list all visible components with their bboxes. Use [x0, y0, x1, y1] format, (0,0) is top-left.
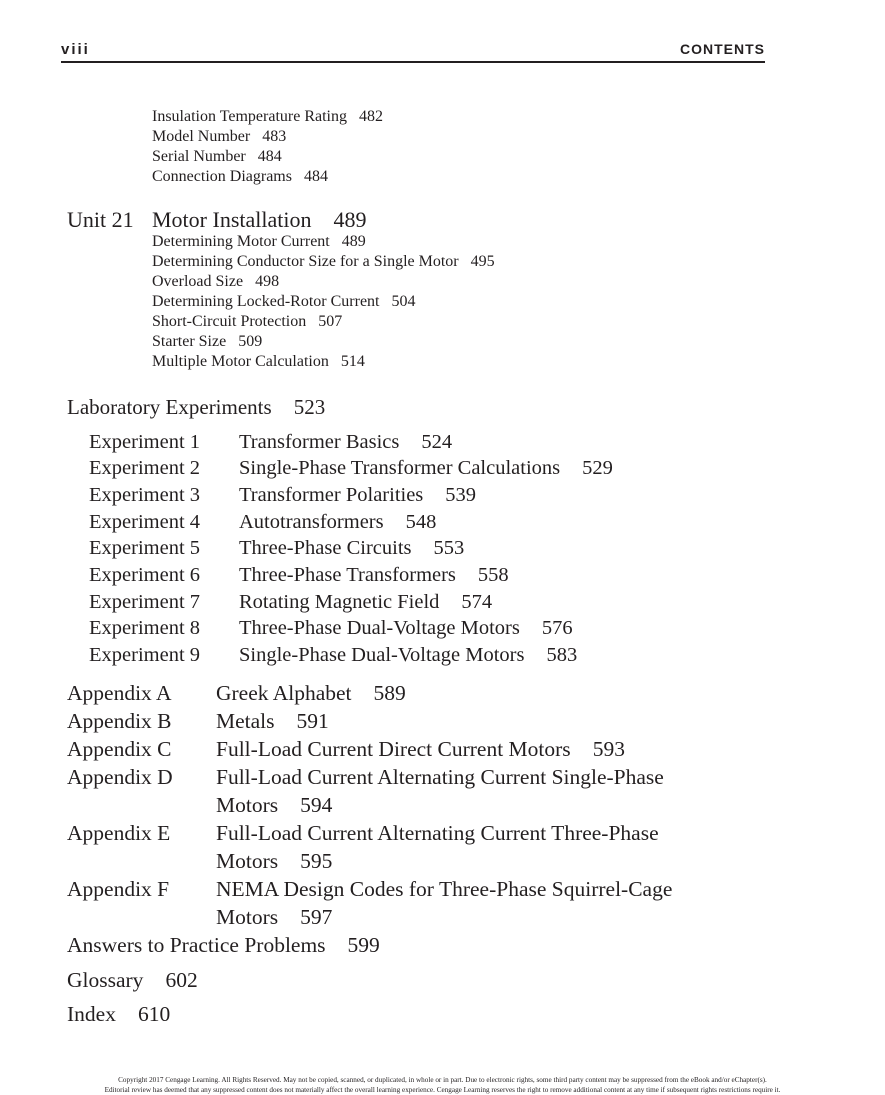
back-matter-page: 602: [165, 968, 198, 992]
experiment-page: 583: [546, 644, 578, 666]
back-matter-title: Index: [67, 1002, 116, 1026]
appendix-title-line2: Motors: [216, 905, 279, 929]
appendix-title-line2: Motors: [216, 793, 279, 817]
appendix-entry[interactable]: [216, 709, 329, 734]
appendix-page: 597: [300, 905, 333, 929]
toc-entry-page: 514: [340, 353, 365, 370]
toc-entry-title: Multiple Motor Calculation: [152, 353, 329, 370]
appendix-title: Greek Alphabet: [216, 681, 352, 705]
toc-entry-title: Connection Diagrams: [152, 168, 292, 185]
appendix-label: Appendix B: [67, 709, 172, 733]
appendix-page: 591: [296, 709, 329, 733]
appendix-title: Metals: [216, 709, 275, 733]
lab-title: Laboratory Experiments: [67, 395, 272, 419]
experiment-title: Three-Phase Transformers: [239, 564, 456, 586]
unit-heading[interactable]: [152, 207, 366, 233]
experiment-page: 529: [582, 457, 613, 479]
experiment-entry[interactable]: [239, 457, 613, 480]
toc-entry[interactable]: [152, 127, 286, 147]
appendix-entry[interactable]: [216, 905, 332, 930]
experiment-label: Experiment 2: [89, 457, 201, 479]
experiment-title: Single-Phase Transformer Calculations: [239, 457, 561, 479]
toc-entry-title: Determining Locked-Rotor Current: [152, 293, 380, 310]
toc-entry[interactable]: [152, 332, 262, 352]
experiment-page: 558: [477, 564, 509, 586]
appendix-page: 595: [300, 849, 333, 873]
appendix-page: 594: [300, 793, 333, 817]
experiment-page: 524: [421, 431, 453, 453]
experiment-page: 574: [461, 591, 493, 613]
appendix-page: 589: [373, 681, 406, 705]
appendix-title-line1[interactable]: Full-Load Current Alternating Current Single-Phase: [216, 765, 664, 789]
experiment-entry[interactable]: [239, 591, 492, 614]
experiment-label: Experiment 6: [89, 564, 201, 586]
back-matter-page: 599: [347, 933, 380, 957]
experiment-label: Experiment 9: [89, 644, 201, 666]
appendix-title-line1[interactable]: Full-Load Current Alternating Current Three-Phase: [216, 821, 659, 845]
back-matter-entry[interactable]: [67, 1002, 170, 1027]
lab-page: 523: [293, 395, 326, 419]
appendix-label: Appendix F: [67, 877, 170, 901]
experiment-title: Autotransformers: [239, 511, 384, 533]
back-matter-page: 610: [137, 1002, 171, 1026]
experiment-title: Rotating Magnetic Field: [239, 591, 440, 613]
copyright-line-2: Editorial review has deemed that any suppressed content does not materially affect the overall learning experience. Cengage Learning reserves the right to remove additional content at any time if subsequent rights restrictions require it.: [104, 1085, 781, 1094]
toc-entry[interactable]: [152, 352, 365, 372]
experiment-title: Three-Phase Circuits: [239, 537, 412, 559]
toc-entry[interactable]: [152, 272, 279, 292]
toc-entry[interactable]: [152, 292, 416, 312]
experiment-label: Experiment 8: [89, 617, 201, 639]
appendix-entry[interactable]: [216, 681, 406, 706]
appendix-label: Appendix A: [67, 681, 172, 705]
experiment-title: Three-Phase Dual-Voltage Motors: [239, 617, 520, 639]
toc-entry-page: 484: [303, 168, 328, 185]
toc-entry-title: Overload Size: [152, 273, 244, 290]
toc-entry[interactable]: [152, 167, 328, 187]
toc-entry-page: 484: [257, 148, 282, 165]
toc-entry-page: 489: [341, 233, 366, 250]
unit-page: 489: [333, 207, 367, 232]
experiment-entry[interactable]: [239, 431, 452, 454]
experiment-title: Transformer Polarities: [239, 484, 424, 506]
toc-entry-page: 495: [470, 253, 495, 270]
toc-entry-page: 504: [391, 293, 416, 310]
copyright-footer: [0, 1076, 885, 1095]
toc-entry-title: Model Number: [152, 128, 251, 145]
unit-title: Motor Installation: [152, 207, 312, 232]
page-numeral: viii: [61, 41, 90, 58]
experiment-title: Transformer Basics: [239, 431, 400, 453]
experiment-page: 576: [541, 617, 573, 639]
lab-heading[interactable]: [67, 395, 325, 420]
experiment-entry[interactable]: [239, 644, 577, 667]
experiment-entry[interactable]: [239, 537, 464, 560]
appendix-entry[interactable]: [216, 737, 625, 762]
experiment-entry[interactable]: [239, 484, 476, 507]
back-matter-title: Glossary: [67, 968, 144, 992]
back-matter-title: Answers to Practice Problems: [67, 933, 326, 957]
experiment-entry[interactable]: [239, 617, 573, 640]
toc-entry-title: Determining Conductor Size for a Single Motor: [152, 253, 459, 270]
toc-entry-title: Short-Circuit Protection: [152, 313, 307, 330]
appendix-page: 593: [592, 737, 625, 761]
toc-entry[interactable]: [152, 252, 495, 272]
toc-entry[interactable]: [152, 312, 342, 332]
appendix-label: Appendix D: [67, 765, 173, 789]
experiment-title: Single-Phase Dual-Voltage Motors: [239, 644, 525, 666]
toc-entry-title: Insulation Temperature Rating: [152, 108, 347, 125]
toc-entry-page: 507: [318, 313, 343, 330]
back-matter-entry[interactable]: [67, 933, 380, 958]
experiment-entry[interactable]: [239, 511, 436, 534]
toc-entry-title: Determining Motor Current: [152, 233, 330, 250]
back-matter-entry[interactable]: [67, 968, 198, 993]
experiment-label: Experiment 3: [89, 484, 201, 506]
running-header: [61, 40, 765, 63]
experiment-page: 539: [445, 484, 477, 506]
experiment-label: Experiment 5: [89, 537, 201, 559]
toc-entry-title: Starter Size: [152, 333, 227, 350]
appendix-entry[interactable]: [216, 793, 332, 818]
toc-entry-page: 483: [262, 128, 287, 145]
experiment-label: Experiment 4: [89, 511, 201, 533]
toc-entry[interactable]: [152, 147, 282, 167]
appendix-entry[interactable]: [216, 849, 332, 874]
toc-entry-title: Serial Number: [152, 148, 246, 165]
unit-label: Unit 21: [67, 207, 134, 232]
toc-entry-page: 498: [255, 273, 280, 290]
toc-entry-page: 509: [238, 333, 263, 350]
appendix-title-line2: Motors: [216, 849, 279, 873]
appendix-label: Appendix C: [67, 737, 172, 761]
experiment-entry[interactable]: [239, 564, 509, 587]
toc-entry-page: 482: [358, 108, 383, 125]
copyright-line-1: Copyright 2017 Cengage Learning. All Rights Reserved. May not be copied, scanned, or duplicated, in whole or in part. Due to electronic rights, some third party content may be suppressed from the eBook and/or eChapter(s).: [118, 1076, 767, 1084]
appendix-label: Appendix E: [67, 821, 171, 845]
experiment-page: 553: [433, 537, 465, 559]
toc-entry[interactable]: [152, 232, 366, 252]
experiment-page: 548: [405, 511, 437, 533]
running-title: CONTENTS: [680, 41, 765, 57]
experiment-label: Experiment 7: [89, 591, 201, 613]
toc-entry[interactable]: [152, 107, 383, 127]
experiment-label: Experiment 1: [89, 431, 201, 453]
appendix-title-line1[interactable]: NEMA Design Codes for Three-Phase Squirrel-Cage: [216, 877, 673, 901]
appendix-title: Full-Load Current Direct Current Motors: [216, 737, 571, 761]
